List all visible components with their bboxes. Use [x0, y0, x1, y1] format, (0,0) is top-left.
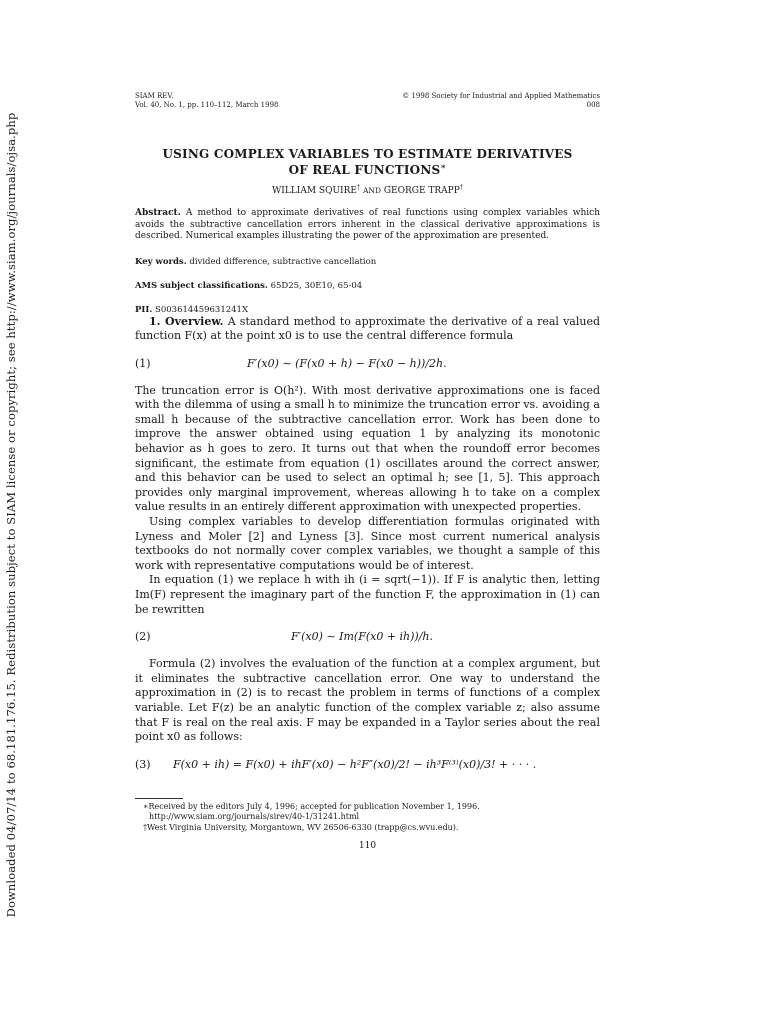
equation-3-expression: F(x0 + ih) = F(x0) + ihF′(x0) − h²F″(x0)/2! − ih³F⁽³⁾(x0)/3! + · · · . — [173, 757, 537, 771]
paragraph-1 — [135, 315, 600, 344]
journal-volume: Vol. 40, No. 1, pp. 110–112, March 1998 — [135, 101, 279, 109]
equation-3-number: (3) — [135, 757, 151, 771]
footnote-rule — [135, 798, 183, 799]
abstract-text: A method to approximate derivatives of real functions using complex variables which avoids the subtractive cancellation errors inherent in the classical derivative approximations is described. Numerical examples illustrating the power of the approximation are presented. — [135, 208, 600, 241]
equation-2-expression: F′(x0) ∼ Im(F(x0 + ih))/h. — [291, 630, 434, 644]
body-text — [135, 315, 600, 772]
paper-title — [135, 146, 600, 178]
download-sidebar-note — [4, 112, 18, 918]
keywords-text: divided difference, subtractive cancellation — [189, 256, 377, 267]
pii — [135, 305, 600, 315]
pii-label: PII. — [135, 304, 153, 315]
page-number: 110 — [358, 841, 377, 852]
journal-info — [135, 92, 278, 110]
pii-text: S003614459631241X — [155, 304, 249, 315]
paragraph-3: Using complex variables to develop differentiation formulas originated with Lyness and Moler [2] and Lyness [3]. Since most current numerical analysis textbooks do not normally cover complex variables, we thought a sample of this work with representative computations would be of interest. — [135, 515, 600, 572]
footnote-affiliation: †West Virginia University, Morgantown, WV 26506-6330 (trapp@cs.wvu.edu). — [143, 822, 459, 832]
title-line-1: USING COMPLEX VARIABLES TO ESTIMATE DERIVATIVES — [162, 147, 573, 161]
running-header — [135, 92, 600, 110]
equation-2 — [135, 630, 600, 644]
ams-text: 65D25, 30E10, 65-04 — [270, 280, 363, 291]
paragraph-1-text: A standard method to approximate the derivative of a real valued function F(x) at the point x0 is to use the central difference formula — [135, 314, 600, 343]
equation-1-expression: F′(x0) ∼ (F(x0 + h) − F(x0 − h))/2h. — [247, 356, 447, 370]
keywords — [135, 257, 600, 267]
abstract — [135, 208, 600, 243]
keywords-label: Key words. — [135, 256, 187, 267]
ams-classifications — [135, 281, 600, 291]
paragraph-5: Formula (2) involves the evaluation of the function at a complex argument, but it eliminates the subtractive cancellation error. One way to understand the approximation in (2) is to recast the problem in terms of functions of a complex variable. Let F(z) be an analytic function of the complex variable z; also assume that F is real on the real axis. F may be expanded in a Taylor series about the real point x0 as follows: — [135, 657, 600, 744]
footnote-url: http://www.siam.org/journals/sirev/40-1/31241.html — [149, 812, 360, 822]
equation-1-number: (1) — [135, 356, 151, 370]
author-and: AND — [362, 186, 381, 195]
article-code: 008 — [586, 101, 600, 109]
equation-3 — [135, 758, 600, 772]
title-footnote-mark: ∗ — [440, 161, 447, 171]
copyright-text: © 1998 Society for Industrial and Applied Mathematics — [402, 92, 600, 100]
author-1: WILLIAM SQUIRE — [272, 186, 357, 196]
equation-2-number: (2) — [135, 630, 151, 644]
ams-label: AMS subject classifications. — [135, 280, 268, 291]
title-line-2: OF REAL FUNCTIONS — [288, 163, 441, 177]
paragraph-2: The truncation error is O(h²). With most derivative approximations one is faced with the dilemma of using a small h to minimize the truncation error vs. avoiding a small h because of the subtractive cancellation error. Work has been done to improve the answer obtained using equation 1 by analyzing its monotonic behavior as h goes to zero. It turns out that when the roundoff error becomes significant, the estimate from equation (1) oscillates around the correct answer, and this behavior can be used to select an optimal h; see [1, 5]. This approach provides only marginal improvement, whereas allowing h to take on a complex value results in an entirely different approximation with unexpected properties. — [135, 383, 600, 514]
section-title: 1. Overview. — [149, 314, 224, 328]
sidebar-note-text: Downloaded 04/07/14 to 68.181.176.15. Redistribution subject to SIAM license or copyright; see http://www.siam.org/journals/ojsa.php — [4, 112, 18, 918]
author-line — [135, 186, 600, 196]
abstract-label: Abstract. — [135, 208, 181, 218]
equation-1 — [135, 357, 600, 371]
copyright-info — [402, 92, 600, 110]
footnote-received: ∗Received by the editors July 4, 1996; accepted for publication November 1, 1996. — [143, 801, 480, 811]
author-2-mark: † — [459, 184, 463, 191]
author-1-mark: † — [356, 184, 361, 191]
footnotes — [135, 802, 600, 834]
paragraph-4: In equation (1) we replace h with ih (i = sqrt(−1)). If F is analytic then, letting Im(F) represent the imaginary part of the function F, the approximation in (1) can be rewritten — [135, 573, 600, 616]
paper-page — [135, 92, 600, 851]
author-2: GEORGE TRAPP — [383, 186, 460, 196]
journal-name: SIAM REV. — [135, 92, 174, 100]
